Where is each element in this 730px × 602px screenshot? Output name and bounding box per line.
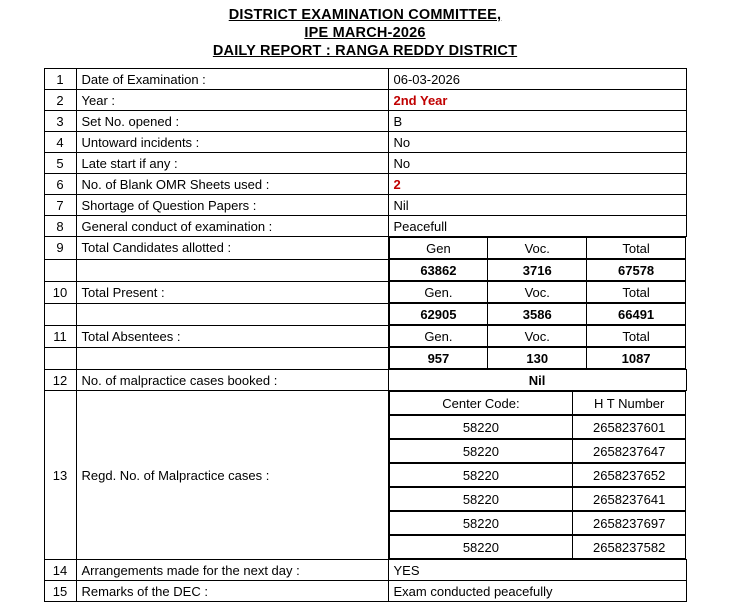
ht-number: 2658237697 [573, 512, 686, 535]
col-head-gen: Gen. [389, 326, 488, 347]
center-code: 58220 [389, 440, 573, 463]
malpractice-entry-row [388, 535, 686, 560]
row-label: Shortage of Question Papers : [76, 195, 388, 216]
ht-number: 2658237582 [573, 536, 686, 559]
table-row [44, 391, 686, 416]
table-row [44, 132, 686, 153]
row-value: No [388, 153, 686, 174]
ht-number: 2658237652 [573, 464, 686, 487]
row-label: No. of Blank OMR Sheets used : [76, 174, 388, 195]
col-head-gen: Gen [389, 238, 488, 259]
table-row [44, 69, 686, 90]
row-label: No. of malpractice cases booked : [76, 370, 388, 391]
present-voc: 3586 [488, 304, 587, 325]
table-row [44, 325, 686, 347]
row-label: General conduct of examination : [76, 216, 388, 237]
row-value: 06-03-2026 [388, 69, 686, 90]
absentees-gen: 957 [389, 348, 488, 369]
row-number: 4 [44, 132, 76, 153]
row-number-spacer [44, 303, 76, 325]
malpractice-entry-table [389, 439, 687, 463]
row-label-spacer [76, 303, 388, 325]
col-head-total: Total [587, 238, 686, 259]
allotted-header-table [389, 237, 687, 259]
table-row [389, 440, 686, 463]
table-row [389, 392, 686, 415]
absentees-total: 1087 [587, 348, 686, 369]
allotted-gen: 63862 [389, 260, 488, 281]
allotted-voc: 3716 [488, 260, 587, 281]
malpractice-entry-row [388, 439, 686, 463]
malpractice-entry-table [389, 511, 687, 535]
header-line-exam: IPE MARCH-2026 [304, 25, 426, 41]
table-row [389, 282, 686, 303]
present-data-table [389, 303, 687, 325]
table-row [389, 260, 686, 281]
row-value: 2nd Year [388, 90, 686, 111]
table-row [389, 512, 686, 535]
row-label: Late start if any : [76, 153, 388, 174]
table-row [389, 488, 686, 511]
center-code: 58220 [389, 536, 573, 559]
row-number-spacer [44, 259, 76, 281]
center-code: 58220 [389, 464, 573, 487]
absentees-header-table [389, 325, 687, 347]
row-value-group [388, 281, 686, 303]
row-label: Arrangements made for the next day : [76, 560, 388, 581]
row-number: 10 [44, 281, 76, 303]
row-label: Set No. opened : [76, 111, 388, 132]
table-row [44, 281, 686, 303]
row-number: 1 [44, 69, 76, 90]
col-head-voc: Voc. [488, 282, 587, 303]
header-line-committee: DISTRICT EXAMINATION COMMITTEE, [228, 7, 502, 23]
table-row [44, 174, 686, 195]
table-row [44, 303, 686, 325]
table-row [44, 259, 686, 281]
row-number-spacer [44, 347, 76, 370]
malpractice-entry-table [389, 415, 687, 439]
malpractice-head-row [388, 391, 686, 416]
row-label-spacer [76, 347, 388, 370]
row-value: No [388, 132, 686, 153]
allotted-total: 67578 [587, 260, 686, 281]
row-value-group [388, 259, 686, 281]
row-number: 7 [44, 195, 76, 216]
row-label: Year : [76, 90, 388, 111]
table-row [389, 326, 686, 347]
row-label-spacer [76, 259, 388, 281]
table-row [389, 536, 686, 559]
table-row [44, 370, 686, 391]
malpractice-entry-row [388, 511, 686, 535]
row-label: Date of Examination : [76, 69, 388, 90]
row-value: Exam conducted peacefully [388, 581, 686, 602]
report-header [0, 0, 730, 60]
malpractice-entry-row [388, 487, 686, 511]
table-row [389, 348, 686, 369]
table-row [44, 216, 686, 237]
col-head-total: Total [587, 326, 686, 347]
row-value-group [388, 303, 686, 325]
row-value: B [388, 111, 686, 132]
row-value: 2 [388, 174, 686, 195]
malpractice-entry-table [389, 487, 687, 511]
row-value: YES [388, 560, 686, 581]
row-value: Nil [388, 370, 686, 391]
row-number: 14 [44, 560, 76, 581]
table-row [389, 464, 686, 487]
table-row [44, 347, 686, 370]
col-head-voc: Voc. [488, 238, 587, 259]
row-number: 13 [44, 391, 76, 560]
table-row [44, 560, 686, 581]
col-head-total: Total [587, 282, 686, 303]
row-number: 5 [44, 153, 76, 174]
row-label: Total Absentees : [76, 325, 388, 347]
malpractice-entry-table [389, 463, 687, 487]
malpractice-header-table [389, 391, 687, 415]
ht-number: 2658237601 [573, 416, 686, 439]
row-value-group [388, 237, 686, 260]
row-number: 2 [44, 90, 76, 111]
center-code: 58220 [389, 488, 573, 511]
row-number: 15 [44, 581, 76, 602]
present-total: 66491 [587, 304, 686, 325]
table-row [389, 238, 686, 259]
row-value-group [388, 347, 686, 370]
report-table [44, 68, 687, 602]
row-number: 11 [44, 325, 76, 347]
row-label: Regd. No. of Malpractice cases : [76, 391, 388, 560]
row-number: 6 [44, 174, 76, 195]
table-row [44, 237, 686, 260]
allotted-data-table [389, 259, 687, 281]
center-code: 58220 [389, 512, 573, 535]
table-row [44, 581, 686, 602]
col-head-gen: Gen. [389, 282, 488, 303]
table-row [44, 111, 686, 132]
row-number: 3 [44, 111, 76, 132]
col-head-ht-number: H T Number [573, 392, 686, 415]
table-row [44, 153, 686, 174]
present-header-table [389, 281, 687, 303]
table-row [44, 195, 686, 216]
present-gen: 62905 [389, 304, 488, 325]
row-label: Total Present : [76, 281, 388, 303]
ht-number: 2658237647 [573, 440, 686, 463]
ht-number: 2658237641 [573, 488, 686, 511]
absentees-voc: 130 [488, 348, 587, 369]
table-row [44, 90, 686, 111]
row-number: 8 [44, 216, 76, 237]
row-label: Untoward incidents : [76, 132, 388, 153]
malpractice-entry-row [388, 463, 686, 487]
center-code: 58220 [389, 416, 573, 439]
table-row [389, 304, 686, 325]
header-line-district: DAILY REPORT : RANGA REDDY DISTRICT [212, 43, 518, 59]
row-number: 12 [44, 370, 76, 391]
row-value-group [388, 325, 686, 347]
row-value: Peacefull [388, 216, 686, 237]
col-head-center-code: Center Code: [389, 392, 573, 415]
col-head-voc: Voc. [488, 326, 587, 347]
absentees-data-table [389, 347, 687, 369]
row-number: 9 [44, 237, 76, 260]
malpractice-entry-row [388, 415, 686, 439]
table-row [389, 416, 686, 439]
malpractice-entry-table [389, 535, 687, 559]
row-label: Total Candidates allotted : [76, 237, 388, 260]
row-value: Nil [388, 195, 686, 216]
row-label: Remarks of the DEC : [76, 581, 388, 602]
